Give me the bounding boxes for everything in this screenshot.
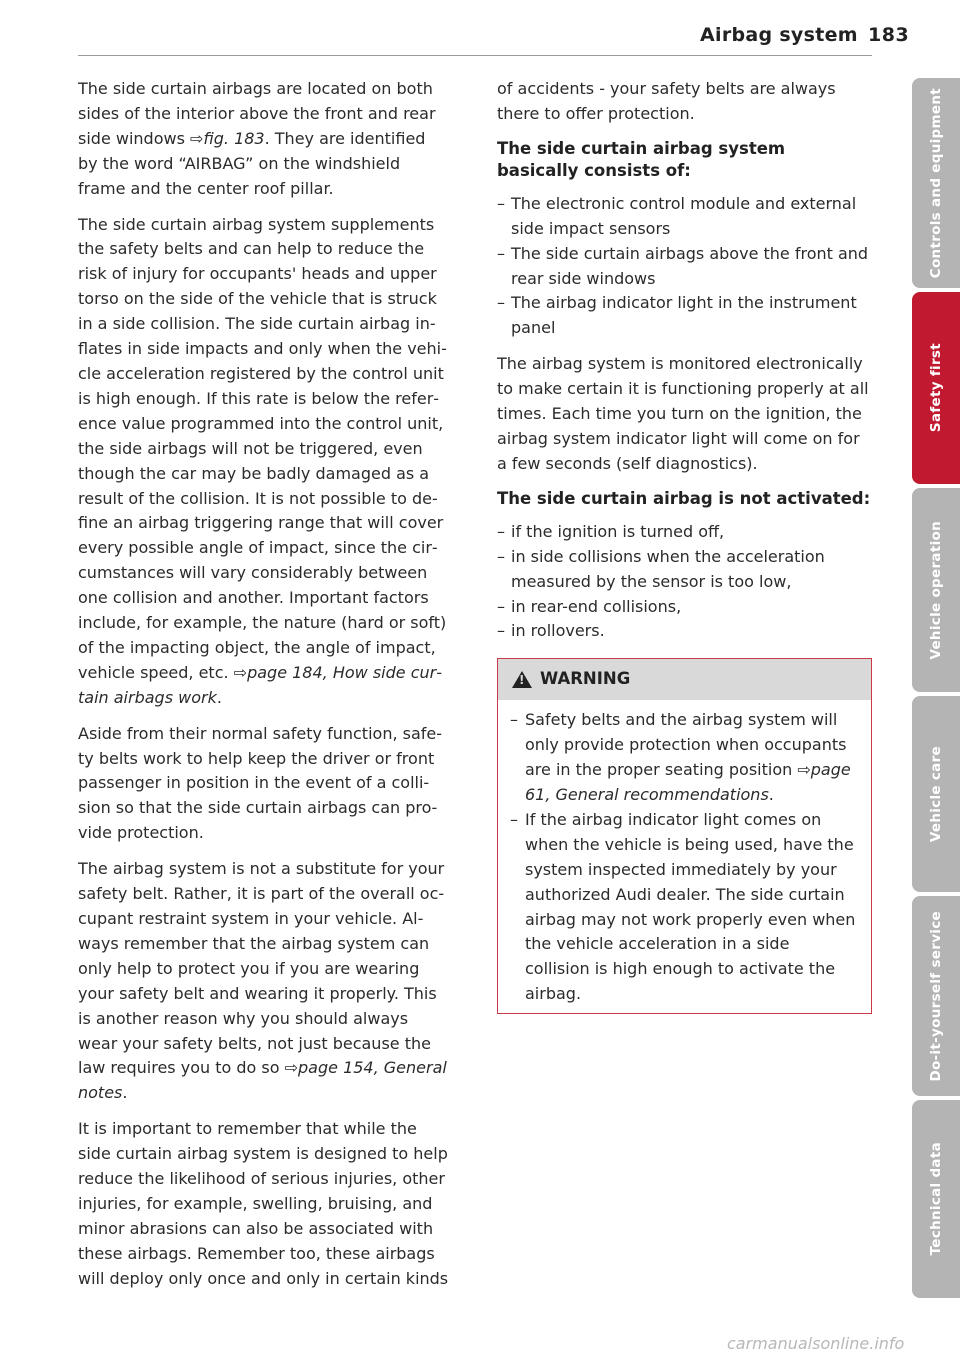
warning-triangle-icon: !	[512, 671, 532, 688]
paragraph: The side curtain airbag system supplements the safety belts and can help to reduce the risk of injury for occupants' heads and upper torso on the side of the vehicle that is struck in a side collision. The side curtain airbag inflates in side impacts and only when the vehicle acceleration registered by the control unit is high enough. If this rate is below the reference value programmed into the control unit, the side airbags will not be triggered, even though the car may be badly damaged as a result of the collision. It is not possible to define an airbag triggering range that will cover every possible angle of impact, since the circumstances will vary considerably between one collision and another. Important factors include, for example, the nature (hard or soft) of the impacting object, the angle of impact, vehicle speed, etc. ⇨page 184, How side curtain airbags work.	[78, 214, 447, 707]
tab-technical-data[interactable]: Technical data	[912, 1100, 960, 1298]
left-column	[78, 77, 450, 1303]
warning-header	[498, 659, 871, 700]
tab-safety-first[interactable]: Safety first	[912, 292, 960, 484]
subheading: The side curtain airbag system basically consists of:	[497, 138, 786, 180]
tab-do-it-yourself-service[interactable]: Do-it-yourself service	[912, 896, 960, 1096]
paragraph: It is important to remember that while the side curtain airbag system is designed to help reduce the likelihood of serious injuries, other injuries, for example, swelling, bruising, and minor abrasions can also be associated with these airbags. Remember too, these airbags will deploy only once and only in certain kinds	[78, 1119, 449, 1288]
warning-title: WARNING	[540, 669, 631, 689]
header-divider	[78, 55, 872, 56]
list-item: – in rear-end collisions,	[497, 595, 872, 620]
list-item: – if the ignition is turned off,	[497, 520, 872, 545]
not-activated-list	[497, 520, 872, 645]
page-reference-link[interactable]: ⇨page 61, General recommendations	[525, 760, 851, 805]
paragraph: The side curtain airbags are located on both sides of the interior above the front and rear side windows ⇨fig. 183. They are identified by the word “AIRBAG” on the windshield frame and the center roof pillar.	[78, 79, 436, 198]
page-reference-link[interactable]: ⇨page 154, General notes	[78, 1058, 447, 1103]
page-reference-link[interactable]: ⇨page 184, How side curtain airbags work	[78, 662, 442, 707]
page-number: 183	[868, 24, 910, 46]
list-item: – Safety belts and the airbag system will only provide protection when occupants are in the proper seating position ⇨page 61, General recommendations.	[510, 708, 859, 808]
list-item: – The electronic control module and external side impact sensors	[497, 192, 872, 242]
figure-reference-link[interactable]: ⇨fig. 183	[190, 128, 265, 148]
list-item: – The airbag indicator light in the instrument panel	[497, 291, 872, 341]
tab-controls-and-equipment[interactable]: Controls and equipment	[912, 78, 960, 288]
tab-vehicle-operation[interactable]: Vehicle operation	[912, 488, 960, 692]
right-column	[497, 77, 872, 1014]
list-item: – If the airbag indicator light comes on when the vehicle is being used, have the system inspected immediately by your authorized Audi dealer. The side curtain airbag may not work properly even when the vehicle acceleration in a side collision is high enough to activate the airbag.	[510, 808, 859, 1007]
paragraph: of accidents - your safety belts are always there to offer protection.	[497, 79, 836, 123]
subheading: The side curtain airbag is not activated:	[497, 488, 871, 508]
list-item: – The side curtain airbags above the front and rear side windows	[497, 242, 872, 292]
paragraph: The airbag system is not a substitute for your safety belt. Rather, it is part of the overall occupant restraint system in your vehicle. Always remember that the airbag system can only help to protect you if you are wearing your safety belt and wearing it properly. This is another reason why you should always wear your safety belts, not just because the law requires you to do so ⇨page 154, General notes.	[78, 859, 447, 1103]
list-item: – in rollovers.	[497, 619, 872, 644]
components-list	[497, 192, 872, 341]
list-item: – in side collisions when the acceleration measured by the sensor is too low,	[497, 545, 872, 595]
watermark: carmanualsonline.info	[727, 1334, 905, 1353]
warning-body	[498, 700, 871, 1013]
paragraph: Aside from their normal safety function, safety belts work to help keep the driver or front passenger in position in the event of a collision so that the side curtain airbags can provide protection.	[78, 723, 443, 843]
tab-vehicle-care[interactable]: Vehicle care	[912, 696, 960, 892]
paragraph: The airbag system is monitored electronically to make certain it is functioning properly at all times. Each time you turn on the ignition, the airbag system indicator light will come on for a few seconds (self diagnostics).	[497, 354, 869, 473]
section-title: Airbag system	[700, 24, 858, 46]
warning-box	[497, 658, 872, 1014]
